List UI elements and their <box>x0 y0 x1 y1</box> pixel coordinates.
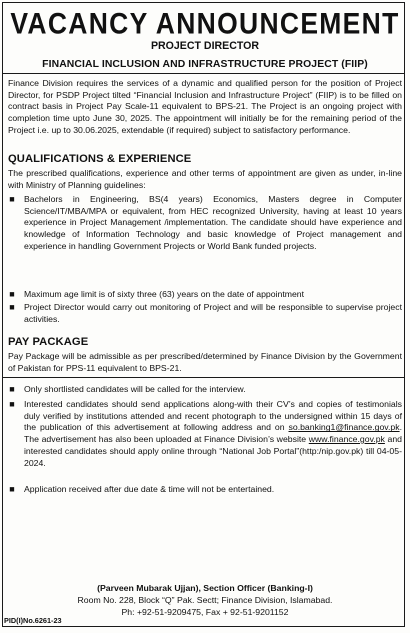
position-title: PROJECT DIRECTOR <box>150 40 260 52</box>
pay-text: Pay Package will be admissible as per prescribed/determined by Finance Division by the Government of Pakistan for PPS-11 equivalent to BPS-21. <box>8 351 402 373</box>
pay-heading: PAY PACKAGE <box>8 336 89 348</box>
bullet-text: Project Director would carry out monitoring of Project and will be responsible to supervise project activities. <box>24 302 402 324</box>
bullet-icon: ■ <box>9 194 15 204</box>
pay-divider <box>2 377 405 378</box>
bullet-icon: ■ <box>9 302 15 312</box>
bullet-text: Application received after due date & time will not be entertained. <box>24 484 275 494</box>
bullet-text: Only shortlisted candidates will be called for the interview. <box>24 384 246 394</box>
bullet-icon: ■ <box>9 289 15 299</box>
website-link[interactable]: www.finance.gov.pk <box>308 434 385 445</box>
bullet-text: Bachelors in Engineering, BS(4 years) Economics, Masters degree in Computer Science/IT/MBA/MPA or equivalent, from HEC recognized University, having at least 10 years experience in Project Management /implementation. The candidate should have experience and knowledge of Information Technology and basic knowledge of Project management and experience in handling Government Projects or World Bank funded projects. <box>24 194 402 251</box>
signatory-address: Room No. 228, Block “Q” Pak. Sectt; Finance Division, Islamabad. <box>77 595 333 605</box>
bullet-icon: ■ <box>9 399 15 409</box>
apply-text-1: Interested candidates should send applications along-with their CV’s and copies of testimonials duly verified by institutions attended and recent photograph to the undersigned within 15 days of the publication of this advertisement at following address and on <box>24 399 402 433</box>
bullet-icon: ■ <box>9 384 15 394</box>
signatory-name: (Parveen Mubarak Ujjan), Section Officer (Banking-I) <box>97 583 313 593</box>
email-link[interactable]: so.banking1@finance.gov.pk <box>288 422 400 433</box>
page-title: VACANCY ANNOUNCEMENT <box>10 6 400 41</box>
instruction-bullet-apply <box>8 399 402 469</box>
header-divider <box>2 73 405 74</box>
signatory-phone: Ph: +92-51-9209475, Fax + 92-51-9201152 <box>121 607 289 617</box>
bullet-text: Maximum age limit is of sixty three (63) years on the date of appointment <box>24 289 305 299</box>
qualifications-intro: The prescribed qualifications, experience and other terms of appointment are given as under, in-line with Ministry of Planning guidelines: <box>8 168 402 190</box>
qualification-bullet-degree <box>8 194 402 253</box>
bullet-icon: ■ <box>9 484 15 494</box>
instruction-bullet-deadline <box>8 484 402 496</box>
bullet-text <box>24 399 402 469</box>
apply-text-2: . The advertisement has also been uploaded at Finance Division’s website <box>24 422 402 445</box>
qualifications-heading: QUALIFICATIONS & EXPERIENCE <box>8 153 192 165</box>
qualification-bullet-duties <box>8 302 402 325</box>
apply-text-3: and interested candidates should apply online through “National Job Portal”(http:/nip.gov.pk) till 04-05-2024. <box>24 434 402 468</box>
project-title: FINANCIAL INCLUSION AND INFRASTRUCTURE PROJECT (FIIP) <box>42 59 368 70</box>
intro-paragraph: Finance Division requires the services of a dynamic and qualified person for the position of Project Director, for PSDP Project tilted “Financial Inclusion and Infrastructure Project” (FIIP) is to be filled on contract basis in Project Pay Scale-11 equivalent to BPS-21. The Project is an ongoing project with completion time upto June 30, 2025. The appointment will initially be for the remaining period of the Project i.e. up to 30.06.2025, extendable (if required) subject to satisfactory performance. <box>8 78 402 135</box>
qualification-bullet-age <box>8 289 402 301</box>
instruction-bullet-shortlist <box>8 384 402 396</box>
pid-number: PID(I)No.6261-23 <box>4 616 62 625</box>
